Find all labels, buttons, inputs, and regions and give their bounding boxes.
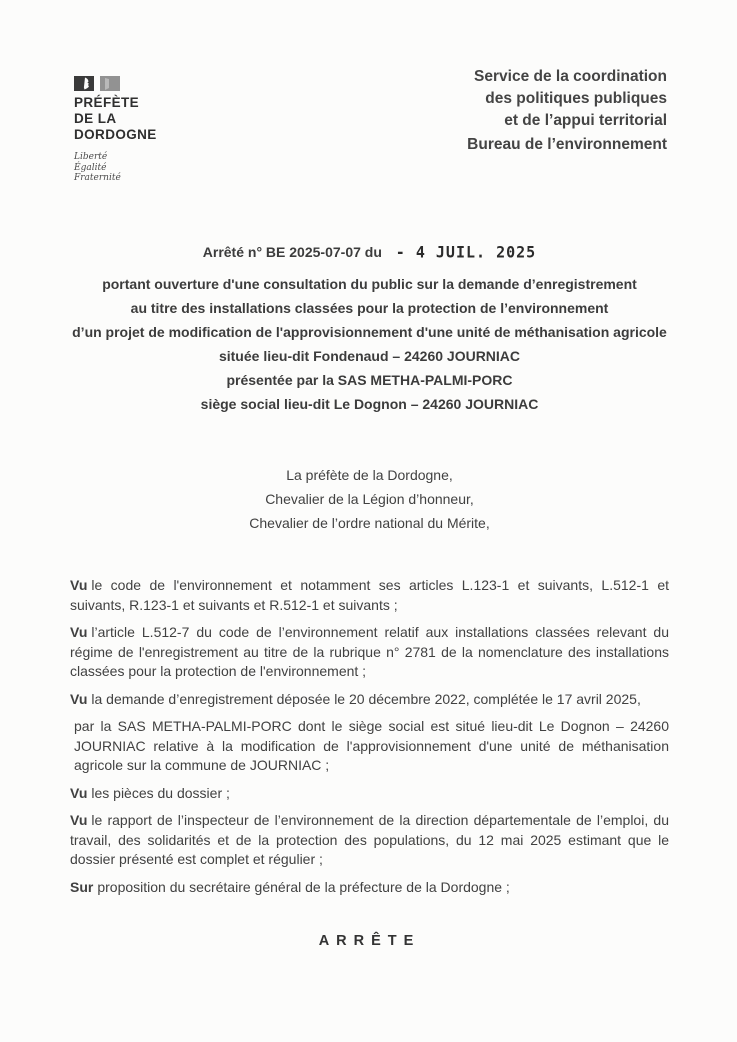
motto-line: Fraternité bbox=[74, 173, 121, 183]
prefecture-name-line: DORDOGNE bbox=[74, 127, 157, 142]
recital-paragraph bbox=[70, 811, 669, 870]
recital-paragraph bbox=[70, 878, 669, 898]
authority-title-line: Chevalier de l’ordre national du Mérite, bbox=[249, 515, 490, 531]
recital-paragraph bbox=[70, 717, 669, 776]
recital-text: la demande d’enregistrement déposée le 20 décembre 2022, complétée le 17 avril 2025, bbox=[91, 690, 641, 707]
recital-paragraph bbox=[70, 784, 669, 804]
recital-lead: Vu bbox=[70, 577, 88, 593]
recital-text: les pièces du dossier ; bbox=[91, 784, 230, 801]
recital-lead: Vu bbox=[70, 784, 88, 801]
recital-lead: Sur bbox=[70, 878, 94, 895]
recital-paragraph bbox=[70, 690, 669, 710]
subject-line: au titre des installations classées pour la protection de l’environnement bbox=[130, 300, 609, 316]
decree-subject-block bbox=[70, 272, 669, 416]
service-line: et de l’appui territorial bbox=[504, 112, 667, 129]
republic-motto bbox=[74, 152, 254, 184]
issuing-service-block bbox=[467, 66, 667, 156]
prefecture-logo-block bbox=[74, 76, 254, 184]
service-line: des politiques publiques bbox=[485, 90, 667, 107]
recital-text: par la SAS METHA-PALMI-PORC dont le siège social est situé lieu-dit Le Dognon – 24260 JOURNIAC relative à la modification de l'approvisionnement d'une unité de méthanisation agricole sur la commune de JOURNIAC ; bbox=[74, 718, 669, 773]
recital-text: le code de l'environnement et notamment ses articles L.123-1 et suivants, L.512-1 et suivants, R.123-1 et suivants et R.512-1 et suivants ; bbox=[70, 577, 669, 613]
recitals-section bbox=[70, 576, 669, 897]
service-line: Service de la coordination bbox=[474, 68, 667, 85]
authority-titles-block bbox=[70, 463, 669, 535]
subject-line: présentée par la SAS METHA-PALMI-PORC bbox=[226, 372, 513, 388]
decree-body bbox=[70, 243, 669, 949]
prefecture-name bbox=[74, 95, 254, 143]
date-stamp: - 4 JUIL. 2025 bbox=[395, 242, 537, 262]
prefecture-name-line: DE LA bbox=[74, 111, 117, 126]
decree-number-text: Arrêté n° BE 2025-07-07 du bbox=[202, 244, 382, 260]
recital-paragraph bbox=[70, 576, 669, 615]
subject-line: d’un projet de modification de l'approvisionnement d'une unité de méthanisation agricole bbox=[72, 324, 667, 340]
subject-line: portant ouverture d'une consultation du public sur la demande d’enregistrement bbox=[102, 276, 637, 292]
recital-lead: Vu bbox=[70, 624, 88, 640]
recital-text: le rapport de l’inspecteur de l’environnement de la direction départementale de l’emploi, du travail, des solidarités et de la protection des populations, du 12 mai 2025 estimant que le dossier présenté est complet et régulier ; bbox=[70, 812, 669, 867]
recital-paragraph bbox=[70, 623, 669, 682]
recital-lead: Vu bbox=[70, 812, 88, 828]
bureau-line: Bureau de l’environnement bbox=[467, 136, 667, 153]
motto-line: Égalité bbox=[74, 162, 107, 173]
subject-line: située lieu-dit Fondenaud – 24260 JOURNIAC bbox=[218, 348, 521, 364]
recital-text: proposition du secrétaire général de la préfecture de la Dordogne ; bbox=[97, 878, 510, 895]
recital-text: l’article L.512-7 du code de l’environnement relatif aux installations classées relevant du régime de l'enregistrement au titre de la rubrique n° 2781 de la nomenclature des installations classées pour la protection de l'environnement ; bbox=[70, 624, 669, 679]
authority-title-line: La préfète de la Dordogne, bbox=[286, 467, 453, 483]
authority-title-line: Chevalier de la Légion d’honneur, bbox=[265, 491, 474, 507]
marianne-flag-icon bbox=[74, 76, 121, 92]
decree-number-line bbox=[70, 243, 669, 261]
recital-lead: Vu bbox=[70, 690, 88, 707]
arrete-heading: ARRÊTE bbox=[318, 933, 421, 949]
motto-line: Liberté bbox=[74, 152, 108, 162]
prefecture-name-line: PRÉFÈTE bbox=[74, 95, 140, 110]
subject-line: siège social lieu-dit Le Dognon – 24260 JOURNIAC bbox=[200, 396, 539, 412]
